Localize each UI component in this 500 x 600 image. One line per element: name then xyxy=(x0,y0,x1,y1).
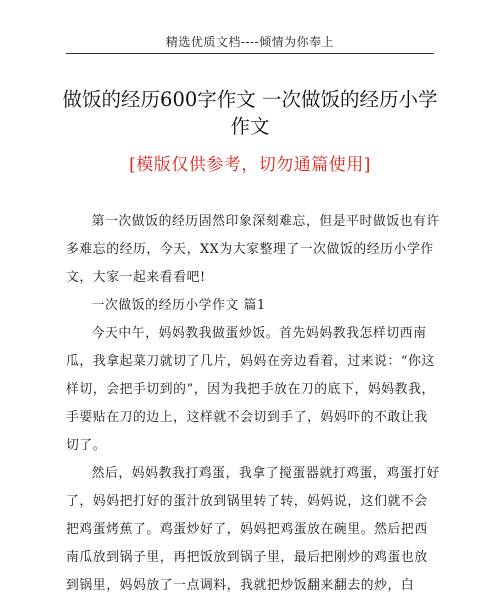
template-notice: [模版仅供参考，切勿通篇使用] xyxy=(129,155,371,175)
header-divider xyxy=(66,53,434,54)
body-paragraph-1: 今天中午，妈妈教我做蛋炒饭。首先妈妈教我怎样切西南瓜，我拿起菜刀就切了几片，妈妈在旁边看着，过来说：“你这样切，会把手切到的”，因为我把手放在刀的底下，妈妈教我，手要贴在刀的边上，这样就不会切到手了，妈妈吓的不敢让我切了。 xyxy=(66,326,435,453)
page-header: 精选优质文档----倾情为你奉上 xyxy=(165,35,335,49)
body-paragraph-2: 然后，妈妈教我打鸡蛋，我拿了搅蛋器就打鸡蛋，鸡蛋打好了，妈妈把打好的蛋汁放到锅里转了转，妈妈说，这们就不会把鸡蛋烤蕉了。鸡蛋炒好了，妈妈把鸡蛋放在碗里。然后把西南瓜放到锅子里，再把饭放到锅子里，最后把刚炒的鸡蛋也放到锅里，妈妈放了一点调料，我就把炒饭翻来翻去的炒，白 xyxy=(66,466,440,593)
intro-paragraph: 第一次做饭的经历固然印象深刻难忘，但是平时做饭也有许多难忘的经历，今天，XX为大家整理了一次做饭的经历小学作文，大家一起来看看吧! xyxy=(66,214,440,285)
title-line-1: 做饭的经历600字作文 一次做饭的经历小学 xyxy=(62,88,438,111)
document-body xyxy=(66,208,440,600)
title-line-2: 作文 xyxy=(230,115,270,138)
section-title: 一次做饭的经历小学作文 篇1 xyxy=(91,298,266,313)
document-title xyxy=(40,86,460,140)
